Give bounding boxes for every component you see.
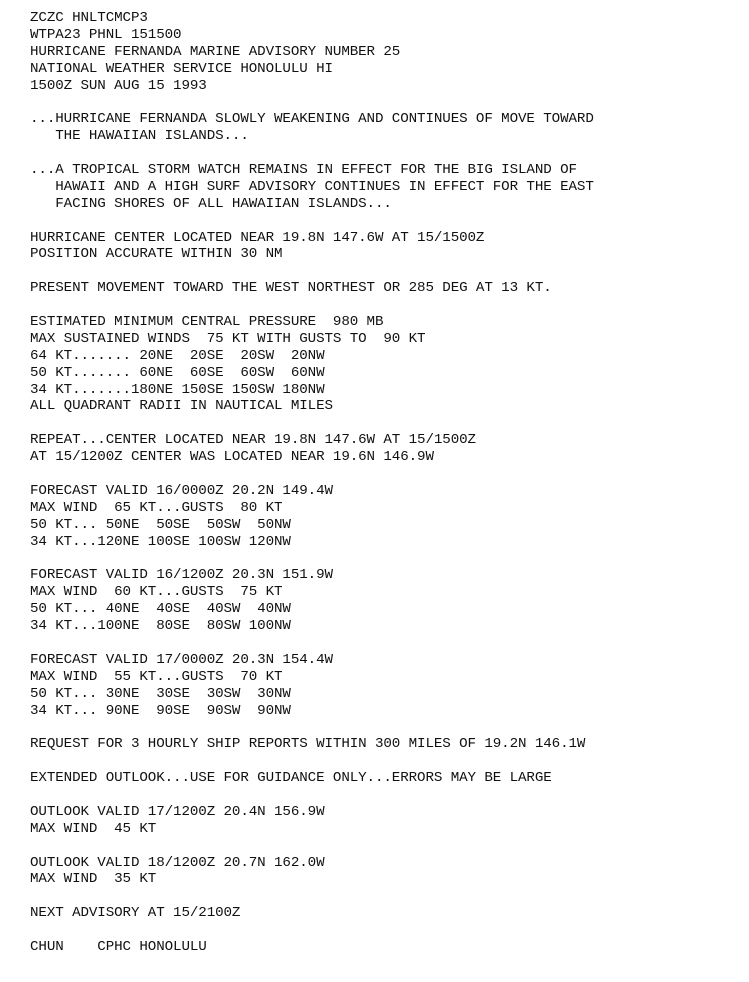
header-block — [30, 10, 740, 94]
header-line: WTPA23 PHNL 151500 — [30, 26, 182, 43]
ship-report-request — [30, 736, 740, 753]
issuing-office: NATIONAL WEATHER SERVICE HONOLULU HI — [30, 60, 333, 77]
repeat-block — [30, 432, 740, 466]
signature-block — [30, 939, 740, 956]
wind-radii-line: 34 KT.......180NE 150SE 150SW 180NW — [30, 381, 325, 398]
forecast-line: 50 KT... 40NE 40SE 40SW 40NW — [30, 601, 291, 618]
extended-line: EXTENDED OUTLOOK...USE FOR GUIDANCE ONLY...ERRORS MAY BE LARGE — [30, 770, 552, 787]
extended-outlook — [30, 770, 740, 787]
forecast-line: 50 KT... 50NE 50SE 50SW 50NW — [30, 516, 291, 533]
request-line: REQUEST FOR 3 HOURLY SHIP REPORTS WITHIN 300 MILES OF 19.2N 146.1W — [30, 736, 586, 753]
advisory-document — [30, 10, 740, 956]
intensity-line: MAX SUSTAINED WINDS 75 KT WITH GUSTS TO 90 KT — [30, 330, 426, 347]
movement-line: PRESENT MOVEMENT TOWARD THE WEST NORTHEST OR 285 DEG AT 13 KT. — [30, 280, 552, 297]
wind-radii-line: 64 KT....... 20NE 20SE 20SW 20NW — [30, 347, 325, 364]
forecast-line: FORECAST VALID 16/0000Z 20.2N 149.4W — [30, 482, 333, 499]
outlook-line: OUTLOOK VALID 18/1200Z 20.7N 162.0W — [30, 854, 325, 871]
outlook-line: MAX WIND 35 KT — [30, 871, 157, 888]
signature-line: CHUN CPHC HONOLULU — [30, 938, 207, 955]
intensity-line: ALL QUADRANT RADII IN NAUTICAL MILES — [30, 398, 333, 415]
forecast-line: 34 KT... 90NE 90SE 90SW 90NW — [30, 702, 291, 719]
issue-time: 1500Z SUN AUG 15 1993 — [30, 77, 207, 94]
next-advisory-line: NEXT ADVISORY AT 15/2100Z — [30, 905, 241, 922]
next-advisory — [30, 905, 740, 922]
forecast-block-2 — [30, 567, 740, 635]
header-line: ZCZC HNLTCMCP3 — [30, 10, 148, 26]
headline-watch — [30, 162, 740, 213]
outlook-block-2 — [30, 855, 740, 889]
forecast-block-3 — [30, 652, 740, 720]
headline-line: THE HAWAIIAN ISLANDS... — [30, 128, 249, 145]
headline-line: ...A TROPICAL STORM WATCH REMAINS IN EFFECT FOR THE BIG ISLAND OF — [30, 162, 577, 179]
headline-line: ...HURRICANE FERNANDA SLOWLY WEAKENING AND CONTINUES OF MOVE TOWARD — [30, 111, 594, 128]
outlook-line: OUTLOOK VALID 17/1200Z 20.4N 156.9W — [30, 803, 325, 820]
center-line: POSITION ACCURATE WITHIN 30 NM — [30, 246, 283, 263]
center-line: HURRICANE CENTER LOCATED NEAR 19.8N 147.6W AT 15/1500Z — [30, 229, 485, 246]
outlook-line: MAX WIND 45 KT — [30, 820, 157, 837]
repeat-line: AT 15/1200Z CENTER WAS LOCATED NEAR 19.6N 146.9W — [30, 449, 434, 466]
forecast-line: FORECAST VALID 17/0000Z 20.3N 154.4W — [30, 651, 333, 668]
forecast-line: 34 KT...120NE 100SE 100SW 120NW — [30, 533, 291, 550]
advisory-title: HURRICANE FERNANDA MARINE ADVISORY NUMBER 25 — [30, 43, 401, 60]
forecast-line: MAX WIND 65 KT...GUSTS 80 KT — [30, 499, 283, 516]
intensity-block — [30, 314, 740, 415]
forecast-block-1 — [30, 483, 740, 551]
forecast-line: MAX WIND 60 KT...GUSTS 75 KT — [30, 584, 283, 601]
forecast-line: 50 KT... 30NE 30SE 30SW 30NW — [30, 685, 291, 702]
forecast-line: MAX WIND 55 KT...GUSTS 70 KT — [30, 668, 283, 685]
intensity-line: ESTIMATED MINIMUM CENTRAL PRESSURE 980 MB — [30, 314, 384, 331]
headline-line: FACING SHORES OF ALL HAWAIIAN ISLANDS... — [30, 195, 392, 212]
outlook-block-1 — [30, 804, 740, 838]
headline-line: HAWAII AND A HIGH SURF ADVISORY CONTINUES IN EFFECT FOR THE EAST — [30, 178, 594, 195]
wind-radii-line: 50 KT....... 60NE 60SE 60SW 60NW — [30, 364, 325, 381]
repeat-line: REPEAT...CENTER LOCATED NEAR 19.8N 147.6W AT 15/1500Z — [30, 432, 476, 449]
headline-weakening — [30, 111, 740, 145]
forecast-line: FORECAST VALID 16/1200Z 20.3N 151.9W — [30, 567, 333, 584]
center-position — [30, 230, 740, 264]
movement-block — [30, 280, 740, 297]
forecast-line: 34 KT...100NE 80SE 80SW 100NW — [30, 618, 291, 635]
